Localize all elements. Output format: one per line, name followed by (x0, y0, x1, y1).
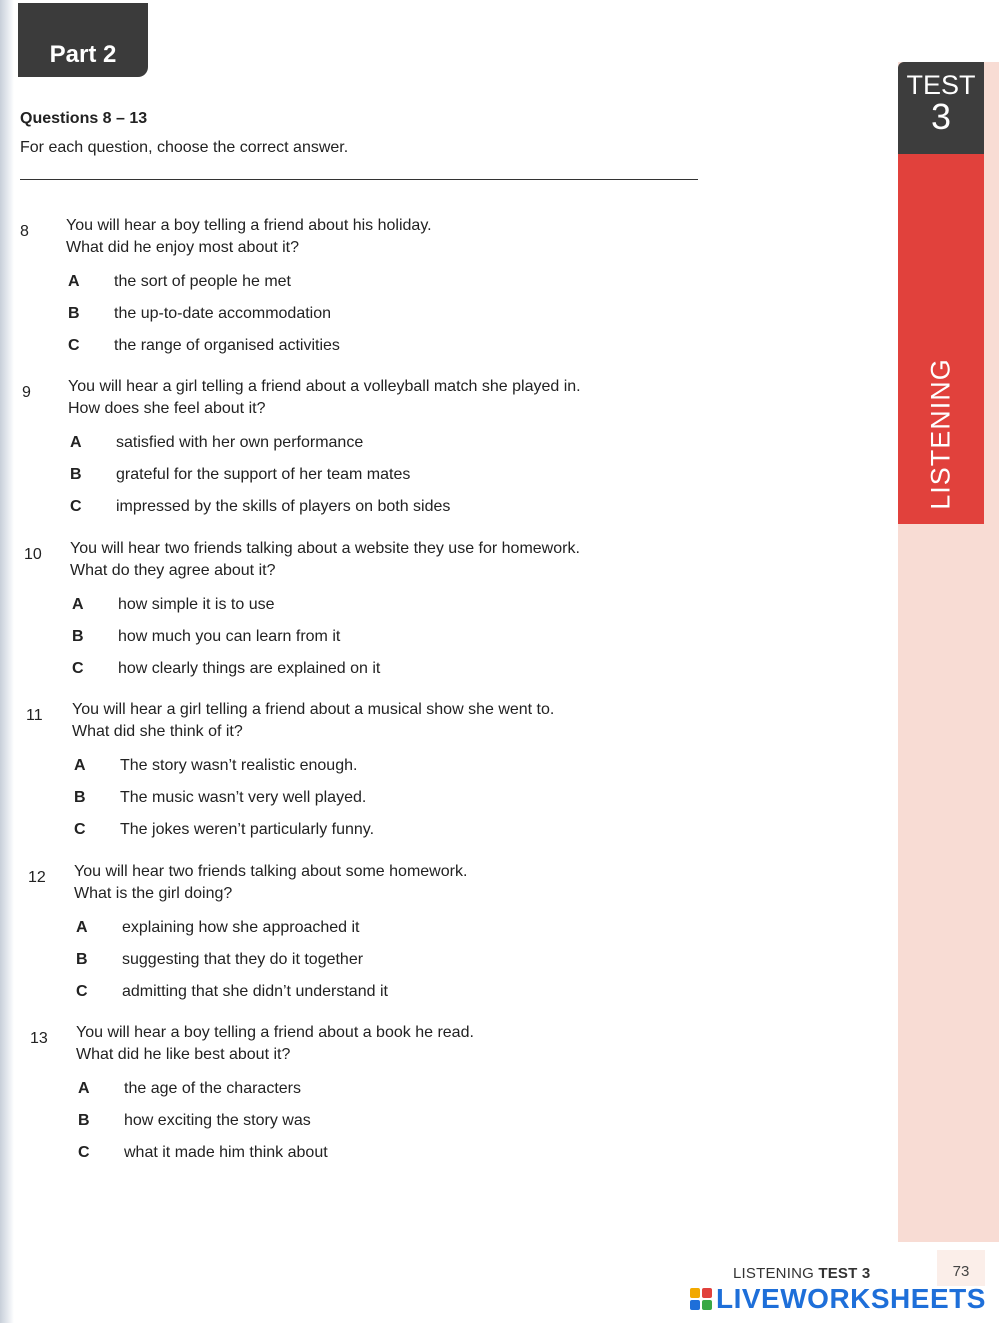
question-prompt (74, 861, 694, 905)
option-letter: B (68, 305, 80, 322)
option-text: The music wasn’t very well played. (120, 789, 367, 806)
option-letter: B (78, 1112, 90, 1129)
option-letter: A (74, 757, 86, 774)
question-context: You will hear two friends talking about some homework. (74, 863, 468, 880)
option-text: explaining how she approached it (122, 919, 360, 936)
question-prompt (68, 376, 688, 420)
option-letter: A (76, 919, 88, 936)
test-badge-label: TEST (906, 70, 976, 100)
option-letter: C (72, 660, 84, 677)
option-letter: A (72, 596, 84, 613)
liveworksheets-logo (690, 1283, 986, 1315)
divider (20, 179, 698, 180)
option-letter: A (68, 273, 80, 290)
questions-heading: Questions 8 – 13 (20, 110, 148, 127)
question-ask: What did he like best about it? (76, 1046, 291, 1063)
watermark-text: LIVEWORKSHEETS (716, 1283, 986, 1314)
option-letter: C (68, 337, 80, 354)
option-text: The jokes weren’t particularly funny. (120, 821, 375, 838)
test-badge (898, 62, 984, 154)
question-prompt (66, 215, 686, 259)
option-text: how simple it is to use (118, 596, 275, 613)
option-text: how exciting the story was (124, 1112, 311, 1129)
question-ask: How does she feel about it? (68, 400, 266, 417)
option-text: the up-to-date accommodation (114, 305, 332, 322)
page-edge-shadow (0, 0, 14, 1323)
question-number: 9 (22, 384, 31, 401)
option-letter: C (70, 498, 82, 515)
question-context: You will hear two friends talking about a website they use for homework. (70, 540, 580, 557)
option-text: the sort of people he met (114, 273, 291, 290)
question-ask: What do they agree about it? (70, 562, 276, 579)
option-text: how clearly things are explained on it (118, 660, 381, 677)
option-letter: A (78, 1080, 90, 1097)
option-letter: A (70, 434, 82, 451)
option-text: what it made him think about (124, 1144, 328, 1161)
option-text: how much you can learn from it (118, 628, 341, 645)
question-context: You will hear a boy telling a friend about a book he read. (76, 1024, 474, 1041)
section-sidebar (898, 62, 999, 1242)
option-text: impressed by the skills of players on both sides (116, 498, 451, 515)
part-tab-label: Part 2 (49, 41, 117, 68)
option-text: suggesting that they do it together (122, 951, 364, 968)
footer-section: LISTENING (733, 1265, 814, 1282)
question-number: 11 (26, 707, 43, 724)
question-number: 8 (20, 223, 29, 240)
question-context: You will hear a boy telling a friend about his holiday. (66, 217, 432, 234)
question-ask: What is the girl doing? (74, 885, 233, 902)
option-letter: C (78, 1144, 90, 1161)
question-context: You will hear a girl telling a friend about a musical show she went to. (72, 701, 555, 718)
option-letter: B (76, 951, 88, 968)
page-number: 73 (937, 1250, 985, 1286)
instruction-text: For each question, choose the correct answer. (20, 139, 349, 156)
question-prompt (72, 699, 692, 743)
footer-running-head (733, 1265, 870, 1282)
question-number: 12 (28, 869, 46, 886)
option-text: grateful for the support of her team mates (116, 466, 411, 483)
option-text: the range of organised activities (114, 337, 340, 354)
section-tab (898, 154, 984, 524)
question-prompt (76, 1022, 696, 1066)
question-number: 10 (24, 546, 42, 563)
option-letter: C (74, 821, 86, 838)
option-text: admitting that she didn’t understand it (122, 983, 388, 1000)
section-tab-label: LISTENING (925, 358, 956, 510)
footer-test: TEST 3 (818, 1265, 871, 1282)
liveworksheets-grid-icon (690, 1288, 712, 1310)
option-text: The story wasn’t realistic enough. (120, 757, 358, 774)
question-number: 13 (30, 1030, 48, 1047)
option-letter: B (70, 466, 82, 483)
option-letter: C (76, 983, 88, 1000)
test-badge-number: 3 (930, 96, 952, 137)
option-letter: B (72, 628, 84, 645)
option-text: satisfied with her own performance (116, 434, 364, 451)
option-text: the age of the characters (124, 1080, 301, 1097)
question-context: You will hear a girl telling a friend about a volleyball match she played in. (68, 378, 581, 395)
part-tab (18, 3, 148, 77)
question-ask: What did he enjoy most about it? (66, 239, 300, 256)
question-prompt (70, 538, 690, 582)
question-ask: What did she think of it? (72, 723, 243, 740)
option-letter: B (74, 789, 86, 806)
